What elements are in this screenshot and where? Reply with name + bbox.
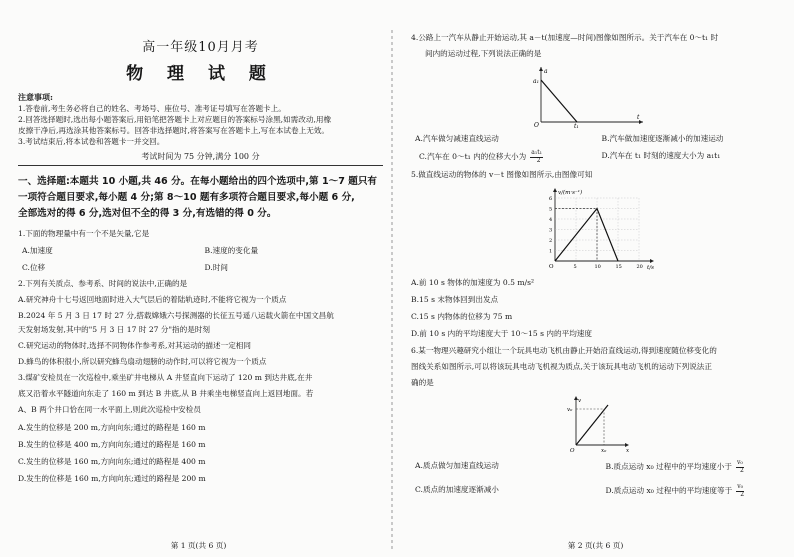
tick-labels bbox=[549, 196, 643, 270]
section-instructions: 一、选择题:本题共 10 小题,共 46 分。在每小题给出的四个选项中,第 1～7 题只有 一项符合题目要求,每小题 4 分;第 8～10 题有多项符合题目要求,每小题 6 分, 全部选对的得 6 分,选对但不全的得 3 分,有选错的得 0 分。 bbox=[18, 176, 378, 219]
option-b: B.汽车做加速度逐渐减小的加速运动 bbox=[601, 134, 724, 143]
figure-a-t-graph bbox=[531, 64, 784, 128]
fraction: $\frac{\text{v₀}}{2}$ bbox=[736, 459, 744, 474]
option-a: A.加速度 bbox=[22, 246, 53, 255]
x-tick-label: 5 bbox=[573, 264, 577, 270]
option-d: D.前 10 s 内的平均速度大于 10～15 s 内的平均速度 bbox=[411, 329, 592, 338]
page-footer: 第 1 页(共 6 页) bbox=[170, 541, 227, 550]
question-6-line: 图线关系如图所示,可以将该玩具电动飞机视为质点,关于该玩具电动飞机的运动下列说法正 bbox=[411, 362, 712, 371]
x-tick-label: 10 bbox=[594, 264, 601, 270]
question-2-line: A.研究神舟十七号返回地面时进入大气层后的着陆轨迹时,不能将它视为一个质点 bbox=[18, 295, 287, 304]
figure-v-t-graph bbox=[541, 185, 784, 271]
fraction: $\frac{\text{a₁t₁}}{2}$ bbox=[531, 149, 543, 164]
notice-line: 2.回答选择题时,选出每小题答案后,用铅笔把答题卡上对应题目的答案标号涂黑,如需改动,用橡 bbox=[18, 115, 332, 124]
question-4-stem: 间内的运动过程,下列说法正确的是 bbox=[425, 49, 542, 58]
exam-title: 高一年级10月月考 bbox=[142, 40, 259, 55]
y-tick-label: a₁ bbox=[533, 78, 539, 85]
option-d: D.质点运动 x₀ 过程中的平均速度等于 $\frac{\text{v₀}}{2}$ bbox=[605, 483, 745, 498]
origin-label: O bbox=[570, 448, 575, 454]
notice-heading: 注意事项: bbox=[18, 92, 53, 102]
y-tick-label: 5 bbox=[549, 206, 553, 213]
origin-label: O bbox=[549, 264, 554, 270]
y-tick-label: 6 bbox=[549, 196, 553, 202]
graph-line bbox=[555, 209, 618, 262]
x-axis-arrow bbox=[650, 259, 654, 263]
question-5-stem: 5.做直线运动的物体的 v－t 图像如图所示,由图像可知 bbox=[411, 170, 593, 179]
graph-line bbox=[541, 80, 577, 122]
y-tick-label: 2 bbox=[549, 238, 553, 244]
time-line: 考试时间为 75 分钟,满分 100 分 bbox=[141, 152, 260, 161]
x-axis-label: t bbox=[637, 114, 640, 121]
option-b: B.发生的位移是 400 m,方向向东;通过的路程是 160 m bbox=[18, 440, 206, 449]
question-4-stem: 4.公路上一汽车从静止开始运动,其 a－t(加速度—时间)图像如图所示。关于汽车在 0～t₁ 时 bbox=[411, 33, 719, 42]
origin-label: O bbox=[534, 122, 539, 128]
a-t-graph bbox=[531, 64, 651, 128]
graph-line bbox=[576, 405, 608, 445]
y-axis-arrow bbox=[539, 67, 543, 71]
y-axis-label: v bbox=[578, 398, 582, 404]
notice-line: 皮擦干净后,再选涂其他答案标号。回答非选择题时,将答案写在答题卡上,写在本试卷上无效。 bbox=[18, 126, 329, 135]
option-c: C.汽车在 0～t₁ 内的位移大小为 $\frac{\text{a₁t₁}}{2}$ bbox=[419, 149, 543, 164]
option-a: A.前 10 s 物体的加速度为 0.5 m/s² bbox=[411, 278, 535, 287]
notice-line: 3.考试结束后,将本试卷和答题卡一并交回。 bbox=[18, 137, 165, 146]
x-axis-label: x bbox=[626, 448, 630, 454]
y-tick-label: 3 bbox=[549, 227, 553, 234]
y-tick-label: 4 bbox=[549, 217, 553, 223]
x-tick-label: x₀ bbox=[601, 448, 607, 454]
option-b: B.质点运动 x₀ 过程中的平均速度小于 $\frac{\text{v₀}}{2}$ bbox=[605, 459, 744, 474]
x-tick-label: 15 bbox=[615, 264, 622, 270]
option-d: D.时间 bbox=[204, 263, 228, 272]
option-b: B.15 s 末物体回到出发点 bbox=[411, 295, 499, 304]
option-a: A.质点做匀加速直线运动 bbox=[415, 461, 499, 470]
question-1-stem: 1.下面的物理量中有一个不是矢量,它是 bbox=[18, 229, 150, 238]
question-2-line: D.蜂鸟的体积很小,所以研究蜂鸟扇动翅膀的动作时,可以将它视为一个质点 bbox=[18, 357, 267, 366]
y-axis-label: a bbox=[544, 68, 548, 75]
option-a: A.发生的位移是 200 m,方向向东;通过的路程是 160 m bbox=[18, 423, 206, 432]
option-a: A.汽车做匀减速直线运动 bbox=[415, 134, 499, 143]
v-t-graph bbox=[541, 185, 661, 271]
y-axis-arrow bbox=[553, 188, 557, 192]
question-4-options bbox=[411, 133, 784, 164]
page-footer: 第 2 页(共 6 页) bbox=[567, 541, 624, 550]
y-axis-label: v/(m·s⁻¹) bbox=[558, 190, 583, 196]
v-x-graph bbox=[566, 393, 636, 455]
y-tick-label: 1 bbox=[549, 248, 553, 255]
option-c: C.位移 bbox=[22, 263, 46, 272]
x-tick-label: t₁ bbox=[574, 123, 579, 128]
question-6-options bbox=[411, 460, 784, 498]
subject-title: 物 理 试 题 bbox=[126, 64, 275, 84]
x-tick-label: 20 bbox=[636, 264, 643, 270]
question-2-line: 天发射场发射,其中的"5 月 3 日 17 时 27 分"指的是时刻 bbox=[18, 325, 210, 334]
question-2-stem: 2.下列有关质点、参考系、时间的说法中,正确的是 bbox=[18, 279, 188, 288]
fraction: $\frac{\text{v₀}}{2}$ bbox=[737, 483, 745, 498]
question-3-line: 3.煤矿安检员在一次巡检中,乘坐矿井电梯从 A 井竖直向下运动了 120 m 到达井底,在井 bbox=[18, 373, 313, 382]
question-6-line: 6.某一物理兴趣研究小组让一个玩具电动飞机由静止开始沿直线运动,得到速度随位移变化的 bbox=[411, 346, 717, 355]
question-3-line: 底又沿着水平隧道向东走了 160 m 到达 B 井底,从 B 井乘坐电梯竖直向上返回地面。若 bbox=[18, 389, 314, 398]
question-2-line: B.2024 年 5 月 3 日 17 时 27 分,搭载嫦娥六号探测器的长征五号遥八运载火箭在中国文昌航 bbox=[18, 311, 334, 320]
option-b: B.速度的变化量 bbox=[204, 246, 259, 255]
option-d: D.汽车在 t₁ 时刻的速度大小为 a₁t₁ bbox=[601, 151, 721, 160]
x-axis-label: t/s bbox=[647, 265, 654, 271]
grid bbox=[555, 198, 639, 261]
divider bbox=[18, 165, 383, 166]
option-d: D.发生的位移是 160 m,方向向东;通过的路程是 200 m bbox=[18, 474, 206, 483]
question-1-options bbox=[18, 245, 383, 273]
option-c: C.15 s 内物体的位移为 75 m bbox=[411, 312, 513, 321]
question-3-line: A、B 两个井口恰在同一水平面上,则此次巡检中安检员 bbox=[18, 405, 201, 414]
option-c: C.发生的位移是 160 m,方向向东;通过的路程是 400 m bbox=[18, 457, 206, 466]
notice-line: 1.答卷前,考生务必将自己的姓名、考场号、座位号、准考证号填写在答题卡上。 bbox=[18, 104, 286, 113]
y-tick-label: v₀ bbox=[567, 407, 573, 413]
option-c: C.质点的加速度逐渐减小 bbox=[415, 485, 499, 494]
question-6-line: 确的是 bbox=[411, 378, 434, 387]
question-2-line: C.研究运动的物体时,选择不同物体作参考系,对其运动的描述一定相同 bbox=[18, 341, 251, 350]
question-5-options bbox=[411, 277, 784, 339]
page-2 bbox=[397, 0, 794, 557]
x-axis-arrow bbox=[625, 443, 629, 447]
figure-v-x-graph bbox=[566, 393, 784, 455]
question-3-options bbox=[18, 422, 383, 484]
x-axis-arrow bbox=[639, 120, 643, 124]
